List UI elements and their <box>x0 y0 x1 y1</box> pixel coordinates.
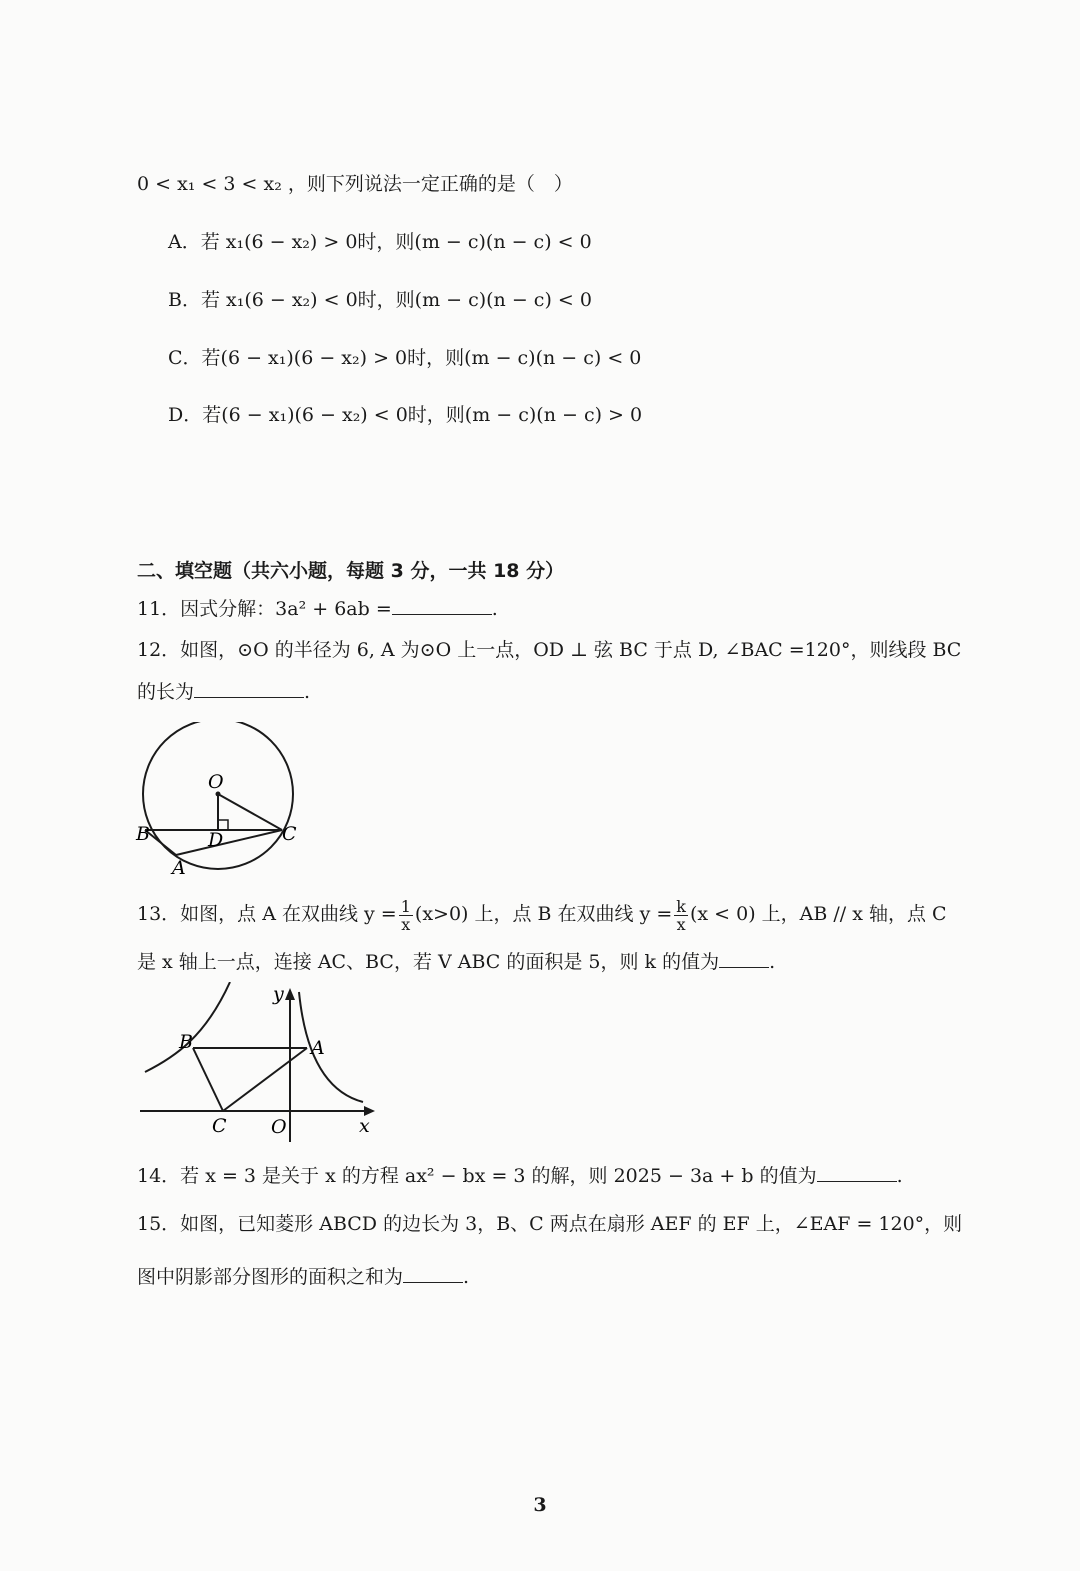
q12-end: . <box>304 681 311 703</box>
q15-end: . <box>463 1266 470 1288</box>
label-a: A <box>311 1037 325 1059</box>
q13-part3: (x < 0) 上，AB // x 轴，点 C <box>689 903 947 925</box>
label-a: A <box>172 857 186 879</box>
label-b: B <box>136 823 150 845</box>
q15-line1: 15．如图，已知菱形 ABCD 的边长为 3，B、C 两点在扇形 AEF 的 EF 上，∠EAF = 120°，则 <box>137 1213 963 1235</box>
q12-circle-figure <box>130 722 310 882</box>
q11-end: . <box>491 598 498 620</box>
label-y: y <box>273 983 284 1005</box>
q14-text: 14．若 x = 3 是关于 x 的方程 ax² − bx = 3 的解，则 2025 − 3a + b 的值为 <box>137 1165 817 1187</box>
label-x: x <box>359 1115 370 1137</box>
q12-line2 <box>137 678 310 706</box>
hyperbola-right-branch <box>299 992 363 1102</box>
q13-hyperbola-figure <box>135 982 385 1142</box>
page-number: 3 <box>533 1494 547 1516</box>
q11 <box>137 595 498 623</box>
hyperbola-left-branch <box>145 982 230 1072</box>
frac1-den: x <box>401 914 411 934</box>
q10-option-b: B．若 x₁(6 − x₂) < 0时，则(m − c)(n − c) < 0 <box>168 289 592 311</box>
q12-text: 的长为 <box>137 681 195 703</box>
q10-option-a: A．若 x₁(6 − x₂) > 0时，则(m − c)(n − c) < 0 <box>168 231 592 253</box>
q15-answer-blank <box>403 1264 463 1283</box>
label-o: O <box>208 771 224 793</box>
q14-answer-blank <box>817 1163 897 1182</box>
q13-fraction-2 <box>674 898 688 933</box>
q11-answer-blank <box>392 596 492 615</box>
q12-line1: 12．如图，⊙O 的半径为 6, A 为⊙O 上一点，OD ⊥ 弦 BC 于点 D, ∠BAC =120°，则线段 BC <box>137 639 962 661</box>
label-c: C <box>282 823 297 845</box>
label-b: B <box>179 1031 193 1053</box>
q13-line1 <box>137 896 947 933</box>
q13-line2 <box>137 948 775 976</box>
q14-end: . <box>896 1165 903 1187</box>
frac1-num: 1 <box>400 896 411 916</box>
q13-fraction-1 <box>399 898 413 933</box>
q11-text: 11．因式分解：3a² + 6ab = <box>137 598 392 620</box>
q10-option-d: D．若(6 − x₁)(6 − x₂) < 0时，则(m − c)(n − c) > 0 <box>168 404 643 426</box>
label-d: D <box>208 829 224 851</box>
q10-option-c: C．若(6 − x₁)(6 − x₂) > 0时，则(m − c)(n − c) < 0 <box>168 347 642 369</box>
frac2-den: x <box>676 914 686 934</box>
q13-end: . <box>769 951 776 973</box>
q15-line2 <box>137 1263 469 1291</box>
q13-answer-blank <box>719 949 769 968</box>
label-o: O <box>271 1116 287 1138</box>
label-c: C <box>212 1115 227 1137</box>
q15-text: 图中阴影部分图形的面积之和为 <box>137 1266 404 1288</box>
segment-ca <box>223 1048 307 1111</box>
segment-bc <box>193 1048 223 1111</box>
q13-part2: (x>0) 上，点 B 在双曲线 y = <box>414 903 673 925</box>
q14 <box>137 1162 903 1190</box>
q13-text: 是 x 轴上一点，连接 AC、BC，若 V ABC 的面积是 5，则 k 的值为 <box>137 951 720 973</box>
y-axis-arrow <box>285 988 295 1000</box>
frac2-num: k <box>676 896 686 916</box>
q10-stem: 0 < x₁ < 3 < x₂ ，则下列说法一定正确的是（ ） <box>137 173 573 195</box>
q13-part1: 13．如图，点 A 在双曲线 y = <box>137 903 397 925</box>
section-heading: 二、填空题（共六小题，每题 3 分，一共 18 分） <box>137 560 565 582</box>
q12-answer-blank <box>194 679 304 698</box>
